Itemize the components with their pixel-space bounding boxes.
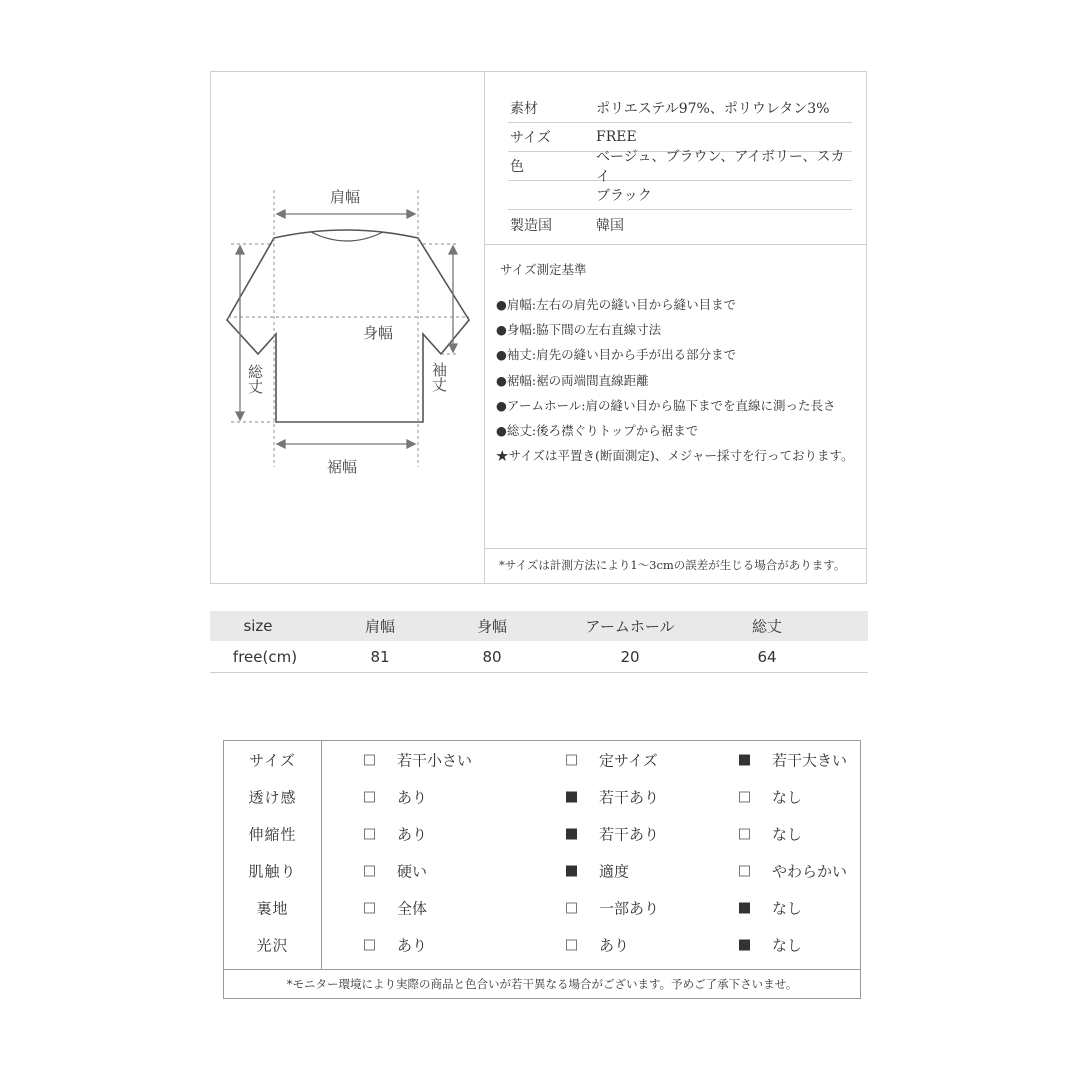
feature-rating-box — [223, 740, 861, 999]
rating-option — [364, 897, 427, 918]
option-label: やわらかい — [772, 862, 848, 880]
checkbox-icon — [739, 865, 750, 876]
rating-option — [364, 934, 427, 955]
option-label: あり — [397, 825, 428, 843]
rating-label: 肌触り — [248, 862, 297, 880]
rating-option — [566, 860, 629, 881]
rating-option — [739, 823, 802, 844]
option-label: なし — [772, 899, 803, 917]
info-row-color-continued — [508, 181, 852, 210]
info-row-color — [508, 149, 852, 185]
tshirt-outline-drawing — [211, 72, 484, 583]
checkbox-icon — [739, 791, 750, 802]
table-cell: 80 — [482, 647, 502, 666]
checkbox-icon — [364, 939, 375, 950]
checked-box-icon — [739, 754, 750, 765]
rating-option — [566, 823, 659, 844]
info-key: サイズ — [510, 130, 551, 146]
dashed-guides — [228, 190, 469, 467]
info-value: ブラック — [596, 188, 652, 204]
criteria-line: ●アームホール:肩の縫い目から脇下までを直線に測った長さ — [496, 397, 836, 413]
criteria-title: サイズ測定基準 — [500, 262, 587, 277]
checked-box-icon — [739, 939, 750, 950]
option-label: なし — [772, 825, 803, 843]
rating-option — [364, 749, 472, 770]
info-value: ポリエステル97%、ポリウレタン3% — [596, 101, 830, 117]
option-label: 適度 — [599, 862, 630, 880]
checkbox-icon — [566, 939, 577, 950]
criteria-line: ●袖丈:肩先の縫い目から手が出る部分まで — [496, 347, 737, 363]
rating-label: 透け感 — [248, 788, 297, 806]
size-table-header — [210, 611, 868, 641]
checkbox-icon — [364, 902, 375, 913]
option-label: 若干あり — [599, 825, 660, 843]
table-cell: 81 — [370, 647, 390, 666]
option-label: なし — [772, 788, 803, 806]
hem-label: 裾幅 — [327, 458, 358, 476]
rating-label: 伸縮性 — [248, 825, 297, 843]
garment-diagram — [211, 72, 484, 583]
checked-box-icon — [566, 865, 577, 876]
rating-row-stretch — [224, 815, 860, 852]
rating-option — [566, 897, 659, 918]
rating-option — [739, 897, 802, 918]
checked-box-icon — [566, 828, 577, 839]
spec-divider — [484, 72, 485, 583]
checkbox-icon — [566, 902, 577, 913]
info-key: 製造国 — [510, 217, 552, 234]
info-row-material — [508, 94, 852, 123]
size-table-row — [210, 641, 868, 673]
criteria-note-divider — [485, 548, 867, 549]
header-cell: size — [243, 617, 273, 635]
rating-option — [364, 860, 427, 881]
option-label: あり — [599, 936, 630, 954]
option-label: 全体 — [397, 899, 428, 917]
rating-row-texture — [224, 852, 860, 889]
table-cell: 64 — [757, 647, 777, 666]
rating-label: 光沢 — [256, 936, 289, 954]
option-label: 若干小さい — [397, 751, 473, 769]
product-info-table — [508, 94, 852, 239]
measurement-note: *サイズは計測方法により1～3cmの誤差が生じる場合があります。 — [499, 558, 846, 572]
rating-label: 裏地 — [256, 899, 289, 917]
rating-option — [566, 786, 659, 807]
size-table — [210, 611, 868, 673]
rating-row-lining — [224, 889, 860, 926]
option-label: なし — [772, 936, 803, 954]
rating-option — [364, 786, 427, 807]
info-key: 素材 — [510, 101, 538, 117]
criteria-line: ●裾幅:裾の両端間直線距離 — [496, 372, 649, 388]
length-label: 総丈 — [246, 364, 264, 394]
rating-row-size — [224, 741, 860, 778]
body-width-label: 身幅 — [363, 324, 394, 342]
header-cell: 総丈 — [751, 617, 783, 636]
rating-option — [739, 749, 847, 770]
checkbox-icon — [364, 865, 375, 876]
option-label: あり — [397, 788, 428, 806]
checkbox-icon — [566, 754, 577, 765]
info-value: 韓国 — [596, 217, 624, 234]
option-label: 若干あり — [599, 788, 660, 806]
shirt-neckline — [311, 232, 383, 241]
criteria-line: ★サイズは平置き(断面測定)、メジャー採寸を行っております。 — [496, 448, 854, 464]
option-label: あり — [397, 936, 428, 954]
rating-option — [739, 860, 847, 881]
rating-row-sheerness — [224, 778, 860, 815]
checked-box-icon — [739, 902, 750, 913]
sleeve-label: 袖丈 — [430, 362, 448, 392]
criteria-line: ●身幅:脇下間の左右直線寸法 — [496, 322, 662, 338]
header-cell: 身幅 — [476, 617, 508, 636]
shoulder-label: 肩幅 — [330, 188, 361, 206]
checkbox-icon — [739, 828, 750, 839]
rating-option — [739, 786, 802, 807]
info-key: 色 — [510, 159, 524, 175]
rating-option — [566, 749, 658, 770]
table-cell: 20 — [620, 647, 640, 666]
rating-option — [364, 823, 427, 844]
checked-box-icon — [566, 791, 577, 802]
option-label: 定サイズ — [599, 751, 658, 769]
table-cell: free(cm) — [232, 647, 298, 666]
option-label: 一部あり — [599, 899, 660, 917]
criteria-line: ●肩幅:左右の肩先の縫い目から縫い目まで — [496, 297, 737, 312]
info-value: FREE — [596, 129, 637, 145]
size-criteria — [496, 260, 866, 468]
checkbox-icon — [364, 791, 375, 802]
rating-option — [566, 934, 629, 955]
rating-label: サイズ — [249, 751, 296, 769]
criteria-line: ●総丈:後ろ襟ぐりトップから裾まで — [496, 422, 699, 438]
info-value: ベージュ、ブラウン、アイボリー、スカイ — [596, 149, 845, 185]
rating-row-gloss — [224, 926, 860, 963]
monitor-color-note: *モニター環境により実際の商品と色合いが若干異なる場合がございます。予めご了承下さいませ。 — [286, 977, 798, 991]
spec-box — [210, 71, 867, 584]
info-row-origin — [508, 210, 852, 239]
header-cell: 肩幅 — [364, 617, 396, 636]
option-label: 若干大きい — [772, 751, 848, 769]
header-cell: アームホール — [585, 617, 675, 636]
info-criteria-divider — [485, 244, 867, 245]
rating-option — [739, 934, 802, 955]
checkbox-icon — [364, 754, 375, 765]
option-label: 硬い — [397, 862, 428, 880]
checkbox-icon — [364, 828, 375, 839]
